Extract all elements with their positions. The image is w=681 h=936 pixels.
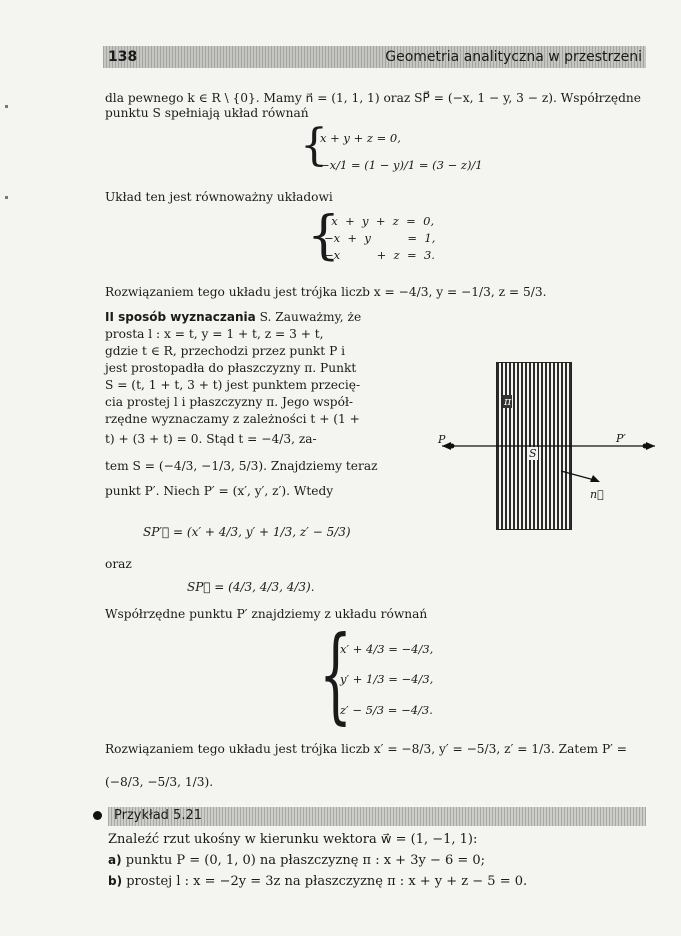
projection-figure [430,355,670,545]
paragraph-line: Układ ten jest równoważny układowi [105,190,333,204]
system-brace: { [307,206,341,266]
normal-vector-arrow-icon [590,475,600,482]
page-number: 138 [108,49,138,65]
item-letter: b) [108,874,123,888]
paragraph-line: oraz [105,557,132,571]
item-letter: a) [108,853,122,867]
equation-line: −x + y = 1, [324,231,436,245]
equation-line: y′ + 1/3 = −4/3, [340,672,434,686]
label-s: S [529,447,537,460]
point-pprime-dot [643,444,648,449]
paragraph-line: Rozwiązaniem tego układu jest trójka liczb x = −4/3, y = −1/3, z = 5/3. [105,285,547,299]
equation-line: x + y + z = 0, [320,131,401,145]
example-label: Przykład 5.21 [114,808,202,823]
label-pi: π [504,395,512,408]
equation-line: x + y + z = 0, [324,214,435,228]
paragraph-line [105,310,361,325]
paragraph-line: prosta l : x = t, y = 1 + t, z = 3 + t, [105,327,324,341]
label-p: P [438,433,446,446]
margin-mark [5,105,8,108]
equation-line: −x + z = 3. [324,248,435,262]
equation-line: SP⃗ = (4/3, 4/3, 4/3). [187,580,315,594]
paragraph-line: Współrzędne punktu P′ znajdziemy z układu równań [105,607,428,621]
paragraph-line: gdzie t ∈ R, przechodzi przez punkt P i [105,344,346,358]
paragraph-line: rzędne wyznaczamy z zależności t + (1 + [105,412,360,426]
paragraph-line: t) + (3 + t) = 0. Stąd t = −4/3, za- [105,432,317,446]
equation-line: SP′⃗ = (x′ + 4/3, y′ + 1/3, z′ − 5/3) [143,525,351,539]
system-brace: { [300,120,328,171]
paragraph-line: cia prostej l i płaszczyzny π. Jego współ- [105,395,354,409]
running-title: Geometria analityczna w przestrzeni [385,49,642,65]
paragraph-line: Rozwiązaniem tego układu jest trójka liczb x′ = −8/3, y′ = −5/3, z′ = 1/3. Zatem P′ = [105,742,628,756]
paragraph-line: punkt P′. Niech P′ = (x′, y′, z′). Wtedy [105,484,334,498]
paragraph-line: tem S = (−4/3, −1/3, 5/3). Znajdziemy teraz [105,459,378,473]
margin-mark [5,196,8,199]
point-p-dot [450,444,455,449]
item-text: punktu P = (0, 1, 0) na płaszczyznę π : x + 3y − 6 = 0; [125,853,486,868]
method-heading-rest: S. Zauważmy, że [259,310,362,324]
paragraph-line: (−8/3, −5/3, 1/3). [105,775,214,789]
paragraph-line: jest prostopadła do płaszczyzny π. Punkt [105,361,357,375]
label-pprime: P′ [616,432,626,445]
example-intro: Znaleźć rzut ukośny w kierunku wektora w⃗ = (1, −1, 1): [108,832,478,847]
paragraph-line: S = (t, 1 + t, 3 + t) jest punktem przecię- [105,378,361,392]
bullet-dot-icon [93,811,102,820]
equation-line: −x/1 = (1 − y)/1 = (3 − z)/1 [320,158,483,172]
example-item-b [108,874,527,889]
equation-line: z′ − 5/3 = −4/3. [340,703,433,717]
paragraph-line: dla pewnego k ∈ R \ {0}. Mamy n⃗ = (1, 1, 1) oraz SP⃗ = (−x, 1 − y, 3 − z). Współrzędne [105,91,641,105]
label-n: n⃗ [590,488,604,501]
item-text: prostej l : x = −2y = 3z na płaszczyznę π : x + y + z − 5 = 0. [126,874,528,889]
system-brace: { [319,613,353,735]
paragraph-line: punktu S spełniają układ równań [105,106,309,120]
equation-line: x′ + 4/3 = −4/3, [340,642,434,656]
example-item-a [108,853,485,868]
method-heading: II sposób wyznaczania [105,310,256,324]
